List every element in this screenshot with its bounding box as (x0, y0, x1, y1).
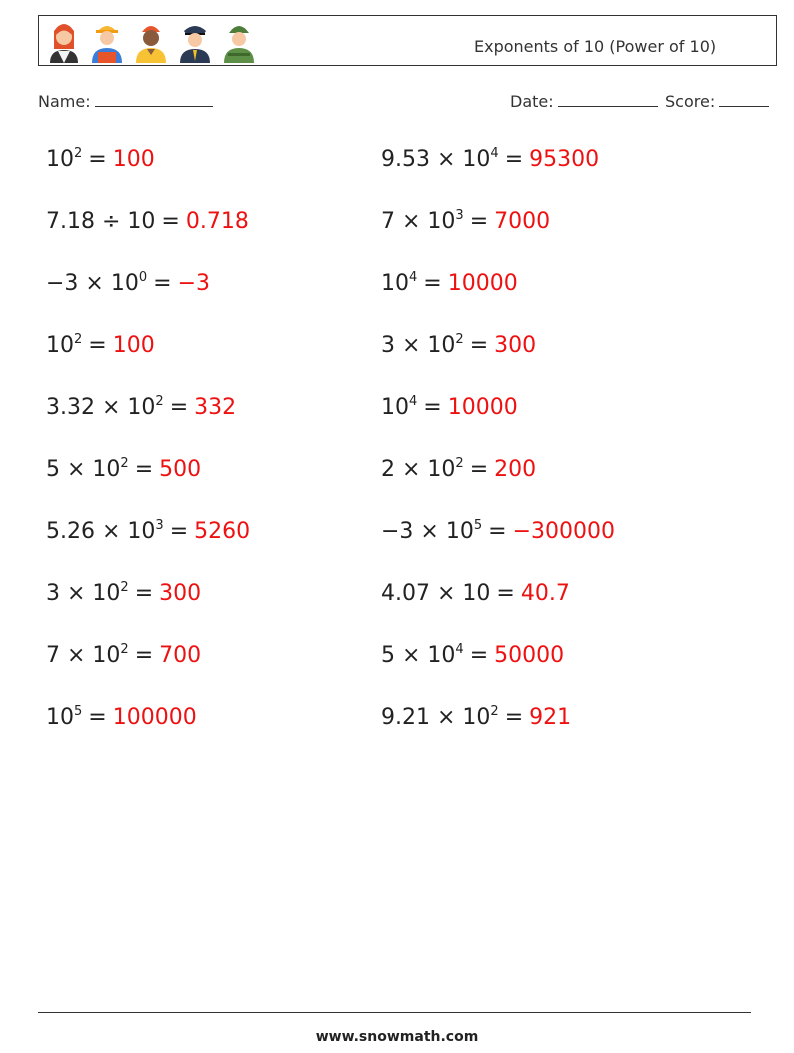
problem-exponent: 0 (138, 270, 148, 285)
construction-worker-avatar (90, 19, 124, 63)
problem-item (381, 395, 518, 420)
equals-sign: = (469, 333, 489, 358)
problem-answer: 10000 (447, 395, 518, 420)
problem-answer: 95300 (529, 147, 600, 172)
problem-answer: −3 (177, 271, 211, 296)
soldier-avatar (222, 19, 256, 63)
footer-site[interactable]: www.snowmath.com (315, 1029, 479, 1045)
problem-exponent: 4 (455, 642, 464, 657)
problem-item (46, 705, 197, 730)
problem-answer: 921 (529, 705, 572, 730)
problem-answer: 300 (494, 333, 537, 358)
date-blank-line[interactable] (558, 92, 658, 107)
problem-item (381, 705, 571, 730)
problem-answer: 700 (159, 643, 202, 668)
problem-expression: 2 × 10 (381, 457, 456, 482)
problem-item (381, 581, 570, 606)
problem-expression: 3 × 10 (381, 333, 456, 358)
problem-item (46, 395, 236, 420)
equals-sign: = (169, 519, 189, 544)
equals-sign: = (134, 581, 154, 606)
problem-item (381, 519, 615, 544)
equals-sign: = (88, 705, 107, 730)
problem-exponent: 2 (74, 146, 83, 161)
date-field[interactable] (510, 92, 658, 111)
problem-item (46, 643, 201, 668)
problem-exponent: 2 (155, 394, 164, 409)
equals-sign: = (134, 457, 154, 482)
problem-expression: 5 × 10 (46, 457, 121, 482)
problem-expression: 10 (46, 333, 74, 358)
equals-sign: = (488, 519, 507, 544)
name-field[interactable] (38, 92, 213, 111)
worksheet-title: Exponents of 10 (Power of 10) (474, 37, 717, 56)
equals-sign: = (504, 147, 524, 172)
woman-chef-avatar (47, 19, 81, 63)
problem-answer: 100 (112, 147, 155, 172)
problem-answer: 300 (159, 581, 202, 606)
problem-expression: 5 × 10 (381, 643, 456, 668)
problem-item (46, 581, 201, 606)
equals-sign: = (469, 209, 489, 234)
problem-answer: 40.7 (520, 581, 570, 606)
worksheet-header (38, 15, 777, 66)
equals-sign: = (496, 581, 515, 606)
problem-exponent: 2 (490, 704, 499, 719)
problem-expression: 10 (381, 271, 409, 296)
problem-answer: 332 (194, 395, 237, 420)
name-label: Name: (38, 92, 91, 111)
problem-item (381, 457, 536, 482)
problem-item (46, 457, 201, 482)
problem-answer: 200 (494, 457, 537, 482)
equals-sign: = (469, 643, 489, 668)
problem-answer: 7000 (494, 209, 551, 234)
equals-sign: = (423, 395, 442, 420)
problem-exponent: 4 (490, 146, 499, 161)
score-label: Score: (665, 92, 716, 111)
problem-exponent: 3 (455, 208, 464, 223)
problem-expression: 7.18 ÷ 10 (46, 209, 156, 234)
equals-sign: = (88, 147, 107, 172)
problem-exponent: 2 (120, 642, 129, 657)
footer-divider (38, 1012, 751, 1013)
problem-exponent: 5 (473, 518, 483, 533)
problem-exponent: 3 (155, 518, 164, 533)
problem-exponent: 2 (120, 580, 129, 595)
problem-expression: 4.07 × 10 (381, 581, 491, 606)
man-worker-avatar (134, 19, 168, 63)
equals-sign: = (153, 271, 172, 296)
problem-expression: 7 × 10 (46, 643, 121, 668)
equals-sign: = (161, 209, 180, 234)
problem-expression: 3 × 10 (46, 581, 121, 606)
police-officer-avatar (178, 19, 212, 63)
name-blank-line[interactable] (95, 92, 213, 107)
date-label: Date: (510, 92, 554, 111)
problem-exponent: 5 (74, 704, 83, 719)
problem-item (46, 333, 155, 358)
problem-item (46, 519, 250, 544)
problem-expression: 10 (46, 147, 74, 172)
problem-exponent: 4 (409, 394, 418, 409)
problem-item (381, 147, 599, 172)
problem-expression: 3.32 × 10 (46, 395, 156, 420)
problem-item (381, 271, 518, 296)
problem-exponent: 2 (120, 456, 129, 471)
equals-sign: = (169, 395, 189, 420)
problem-answer: 10000 (447, 271, 518, 296)
score-field[interactable] (665, 92, 769, 111)
problem-exponent: 4 (409, 270, 418, 285)
problem-item (46, 147, 155, 172)
problem-item (381, 333, 536, 358)
problem-exponent: 2 (74, 332, 83, 347)
problem-item (46, 271, 210, 296)
problem-answer: 100000 (112, 705, 197, 730)
problem-exponent: 2 (455, 332, 464, 347)
problem-answer: −300000 (512, 519, 615, 544)
problem-exponent: 2 (455, 456, 464, 471)
problem-answer: 5260 (194, 519, 251, 544)
problem-item (381, 643, 564, 668)
problem-expression: 10 (381, 395, 409, 420)
problem-item (46, 209, 249, 234)
equals-sign: = (88, 333, 107, 358)
problem-expression: 7 × 10 (381, 209, 456, 234)
equals-sign: = (504, 705, 524, 730)
problem-expression: −3 × 10 (46, 271, 139, 296)
problem-expression: 9.21 × 10 (381, 705, 491, 730)
problem-item (381, 209, 550, 234)
equals-sign: = (134, 643, 154, 668)
score-blank-line[interactable] (719, 92, 769, 107)
problem-answer: 0.718 (185, 209, 249, 234)
problem-expression: 10 (46, 705, 74, 730)
problem-answer: 100 (112, 333, 155, 358)
problem-answer: 50000 (494, 643, 565, 668)
problem-expression: 9.53 × 10 (381, 147, 491, 172)
problem-expression: 5.26 × 10 (46, 519, 156, 544)
problem-expression: −3 × 10 (381, 519, 474, 544)
equals-sign: = (423, 271, 442, 296)
equals-sign: = (469, 457, 489, 482)
problem-answer: 500 (159, 457, 202, 482)
